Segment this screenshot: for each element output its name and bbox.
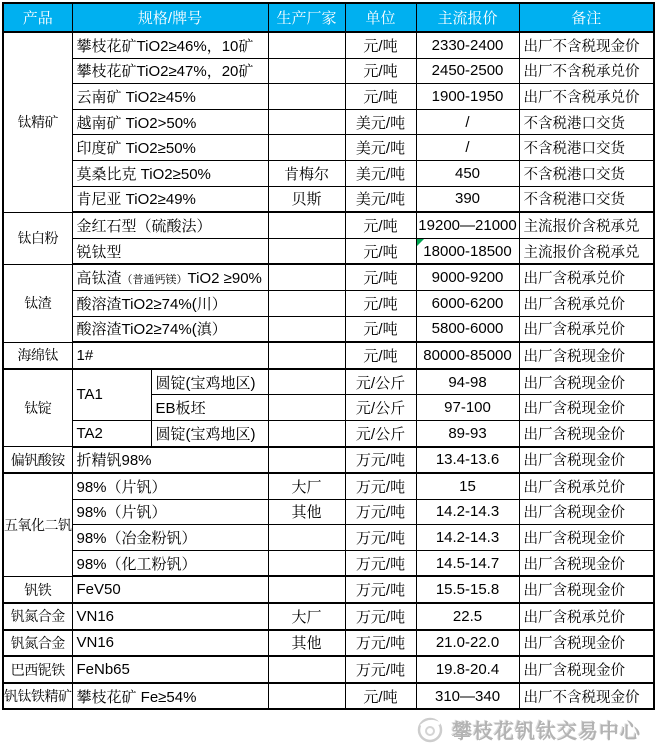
- unit-cell: 元/公斤: [345, 395, 416, 421]
- price-cell: 1900-1950: [416, 84, 519, 110]
- price-table: [2, 2, 655, 710]
- comment-flag-icon: [417, 239, 424, 246]
- table-row: [3, 656, 654, 683]
- price-cell: /: [416, 109, 519, 135]
- unit-cell: 万元/吨: [345, 473, 416, 499]
- table-row: [3, 135, 654, 161]
- spec-cell: 越南矿 TiO2>50%: [72, 109, 268, 135]
- watermark-text: 攀枝花钒钛交易中心: [452, 721, 641, 744]
- price-cell: 19200—21000: [416, 212, 519, 238]
- spec-cell: 云南矿 TiO2≥45%: [72, 84, 268, 110]
- unit-cell: 美元/吨: [345, 109, 416, 135]
- table-row: [3, 264, 654, 290]
- vendor-cell: [268, 550, 345, 576]
- unit-cell: 元/公斤: [345, 420, 416, 446]
- vendor-cell: [268, 264, 345, 290]
- note-cell: 主流报价含税承兑: [519, 212, 654, 238]
- vendor-cell: [268, 576, 345, 603]
- price-cell: 22.5: [416, 603, 519, 630]
- unit-cell: 万元/吨: [345, 525, 416, 551]
- note-cell: 出厂不含税现金价: [519, 32, 654, 58]
- col-header-price: 主流报价: [416, 3, 519, 32]
- spec-cell: EB板坯: [151, 395, 268, 421]
- table-row: [3, 603, 654, 630]
- price-cell: 2450-2500: [416, 58, 519, 84]
- vendor-cell: [268, 32, 345, 58]
- spec-cell: [72, 264, 268, 290]
- vendor-cell: [268, 135, 345, 161]
- note-cell: 出厂不含税承兑价: [519, 84, 654, 110]
- ta-cell: TA1: [72, 369, 151, 421]
- note-cell: 出厂含税现金价: [519, 447, 654, 474]
- vendor-cell: [268, 656, 345, 683]
- spec-cell: VN16: [72, 603, 268, 630]
- table-row: [3, 186, 654, 212]
- table-header: [3, 3, 654, 32]
- unit-cell: 元/吨: [345, 290, 416, 316]
- note-cell: 出厂含税现金价: [519, 395, 654, 421]
- spec-cell: 锐钛型: [72, 238, 268, 264]
- price-cell: 89-93: [416, 420, 519, 446]
- price-cell: 310—340: [416, 683, 519, 710]
- price-cell: 6000-6200: [416, 290, 519, 316]
- table-row: [3, 212, 654, 238]
- col-header-unit: 单位: [345, 3, 416, 32]
- spec-cell: 肯尼亚 TiO2≥49%: [72, 186, 268, 212]
- product-cell: 五氧化二钒: [3, 473, 72, 576]
- vendor-cell: [268, 316, 345, 342]
- note-cell: 出厂不含税承兑价: [519, 58, 654, 84]
- table-row: [3, 525, 654, 551]
- product-cell: 钒氮合金: [3, 630, 72, 657]
- spec-cell: 98%（片钒）: [72, 473, 268, 499]
- price-cell: 15: [416, 473, 519, 499]
- note-cell: 出厂含税现金价: [519, 369, 654, 395]
- price-cell: 18000-18500: [416, 238, 519, 264]
- product-cell: 钒铁: [3, 576, 72, 603]
- price-bulletin-page: [0, 2, 655, 744]
- unit-cell: 万元/吨: [345, 499, 416, 525]
- note-cell: 出厂含税承兑价: [519, 603, 654, 630]
- product-cell: 钛精矿: [3, 32, 72, 212]
- table-row: [3, 58, 654, 84]
- vendor-cell: [268, 212, 345, 238]
- spec-cell: 折精钒98%: [72, 447, 268, 474]
- spec-cell: 印度矿 TiO2≥50%: [72, 135, 268, 161]
- note-cell: 出厂含税承兑价: [519, 264, 654, 290]
- table-row: [3, 576, 654, 603]
- spec-cell: 金红石型（硫酸法）: [72, 212, 268, 238]
- vendor-cell: 大厂: [268, 473, 345, 499]
- spec-cell: 攀枝花矿TiO2≥46%，10矿: [72, 32, 268, 58]
- product-cell: 钛渣: [3, 264, 72, 342]
- note-cell: 不含税港口交货: [519, 135, 654, 161]
- vendor-cell: [268, 238, 345, 264]
- table-row: [3, 316, 654, 342]
- product-cell: 巴西铌铁: [3, 656, 72, 683]
- note-cell: 出厂含税现金价: [519, 576, 654, 603]
- price-cell: 13.4-13.6: [416, 447, 519, 474]
- spec-text-part: 高钛渣: [76, 270, 122, 288]
- note-cell: 出厂含税现金价: [519, 630, 654, 657]
- spec-cell: 酸溶渣TiO2≥74%(滇）: [72, 316, 268, 342]
- col-header-spec: 规格/牌号: [72, 3, 268, 32]
- spec-cell: VN16: [72, 630, 268, 657]
- table-row: [3, 447, 654, 474]
- price-cell: 390: [416, 186, 519, 212]
- table-row: [3, 84, 654, 110]
- unit-cell: 元/吨: [345, 212, 416, 238]
- table-row: [3, 683, 654, 710]
- unit-cell: 美元/吨: [345, 186, 416, 212]
- unit-cell: 美元/吨: [345, 160, 416, 186]
- spec-cell: 圆锭(宝鸡地区): [151, 420, 268, 446]
- col-header-product: 产品: [3, 3, 72, 32]
- note-cell: 出厂含税现金价: [519, 525, 654, 551]
- price-cell: 21.0-22.0: [416, 630, 519, 657]
- vendor-cell: 肯梅尔: [268, 160, 345, 186]
- spec-cell: FeNb65: [72, 656, 268, 683]
- note-cell: 出厂含税现金价: [519, 499, 654, 525]
- table-row: [3, 550, 654, 576]
- spec-cell: 莫桑比克 TiO2≥50%: [72, 160, 268, 186]
- unit-cell: 万元/吨: [345, 447, 416, 474]
- note-cell: 主流报价含税承兑: [519, 238, 654, 264]
- spec-cell: 98%（化工粉钒）: [72, 550, 268, 576]
- vendor-cell: [268, 420, 345, 446]
- unit-cell: 元/吨: [345, 84, 416, 110]
- table-row: [3, 32, 654, 58]
- table-row: [3, 499, 654, 525]
- ta-cell: TA2: [72, 420, 151, 446]
- vendor-cell: [268, 525, 345, 551]
- spec-cell: 攀枝花矿TiO2≥47%，20矿: [72, 58, 268, 84]
- price-cell: 14.2-14.3: [416, 499, 519, 525]
- unit-cell: 万元/吨: [345, 656, 416, 683]
- table-row: [3, 238, 654, 264]
- header-row: [3, 3, 654, 32]
- spec-cell: 酸溶渣TiO2≥74%(川）: [72, 290, 268, 316]
- spec-text-part: TiO2 ≥90%: [187, 270, 262, 288]
- table-row: [3, 630, 654, 657]
- product-cell: 钒钛铁精矿: [3, 683, 72, 710]
- price-cell: 5800-6000: [416, 316, 519, 342]
- vendor-cell: [268, 109, 345, 135]
- unit-cell: 万元/吨: [345, 576, 416, 603]
- note-cell: 不含税港口交货: [519, 186, 654, 212]
- price-cell: 450: [416, 160, 519, 186]
- price-cell: 19.8-20.4: [416, 656, 519, 683]
- unit-cell: 元/吨: [345, 316, 416, 342]
- spec-cell: 圆锭(宝鸡地区): [151, 369, 268, 395]
- vendor-cell: [268, 369, 345, 395]
- vendor-cell: [268, 395, 345, 421]
- note-cell: 出厂含税承兑价: [519, 473, 654, 499]
- unit-cell: 元/吨: [345, 264, 416, 290]
- product-cell: 钛白粉: [3, 212, 72, 264]
- price-cell: 97-100: [416, 395, 519, 421]
- spec-cell: 98%（冶金粉钒）: [72, 525, 268, 551]
- vendor-cell: 其他: [268, 499, 345, 525]
- price-cell: 14.5-14.7: [416, 550, 519, 576]
- table-row: [3, 160, 654, 186]
- product-cell: 钛锭: [3, 369, 72, 447]
- vendor-cell: [268, 84, 345, 110]
- vendor-cell: [268, 683, 345, 710]
- note-cell: 出厂含税承兑价: [519, 290, 654, 316]
- unit-cell: 元/吨: [345, 58, 416, 84]
- product-cell: 偏钒酸铵: [3, 447, 72, 474]
- spec-cell: 98%（片钒）: [72, 499, 268, 525]
- vendor-cell: 贝斯: [268, 186, 345, 212]
- unit-cell: 元/公斤: [345, 369, 416, 395]
- unit-cell: 美元/吨: [345, 135, 416, 161]
- table-row: [3, 369, 654, 395]
- table-row: [3, 473, 654, 499]
- note-cell: 不含税港口交货: [519, 109, 654, 135]
- watermark: [0, 715, 651, 744]
- table-row: [3, 342, 654, 369]
- table-row: [3, 109, 654, 135]
- col-header-vendor: 生产厂家: [268, 3, 345, 32]
- product-cell: 海绵钛: [3, 342, 72, 369]
- vendor-cell: [268, 342, 345, 369]
- vendor-cell: [268, 290, 345, 316]
- note-cell: 出厂含税现金价: [519, 342, 654, 369]
- unit-cell: 元/吨: [345, 342, 416, 369]
- exchange-logo-icon: [416, 716, 444, 744]
- vendor-cell: [268, 447, 345, 474]
- note-cell: 出厂含税现金价: [519, 656, 654, 683]
- price-cell: 2330-2400: [416, 32, 519, 58]
- table-row: [3, 290, 654, 316]
- price-cell: 94-98: [416, 369, 519, 395]
- spec-cell: FeV50: [72, 576, 268, 603]
- price-cell: 80000-85000: [416, 342, 519, 369]
- unit-cell: 元/吨: [345, 32, 416, 58]
- note-cell: 出厂含税现金价: [519, 550, 654, 576]
- spec-text-part: （普通钙镁）: [121, 274, 188, 287]
- price-cell: 15.5-15.8: [416, 576, 519, 603]
- vendor-cell: 其他: [268, 630, 345, 657]
- product-cell: 钒氮合金: [3, 603, 72, 630]
- price-cell: 14.2-14.3: [416, 525, 519, 551]
- price-cell: 9000-9200: [416, 264, 519, 290]
- note-cell: 出厂含税承兑价: [519, 316, 654, 342]
- vendor-cell: 大厂: [268, 603, 345, 630]
- unit-cell: 元/吨: [345, 683, 416, 710]
- price-cell: /: [416, 135, 519, 161]
- unit-cell: 万元/吨: [345, 550, 416, 576]
- spec-cell: 1#: [72, 342, 268, 369]
- unit-cell: 万元/吨: [345, 630, 416, 657]
- unit-cell: 元/吨: [345, 238, 416, 264]
- note-cell: 出厂不含税现金价: [519, 683, 654, 710]
- table-body: [3, 32, 654, 709]
- vendor-cell: [268, 58, 345, 84]
- table-row: [3, 420, 654, 446]
- col-header-note: 备注: [519, 3, 654, 32]
- note-cell: 出厂含税现金价: [519, 420, 654, 446]
- spec-cell: 攀枝花矿 Fe≥54%: [72, 683, 268, 710]
- unit-cell: 万元/吨: [345, 603, 416, 630]
- note-cell: 不含税港口交货: [519, 160, 654, 186]
